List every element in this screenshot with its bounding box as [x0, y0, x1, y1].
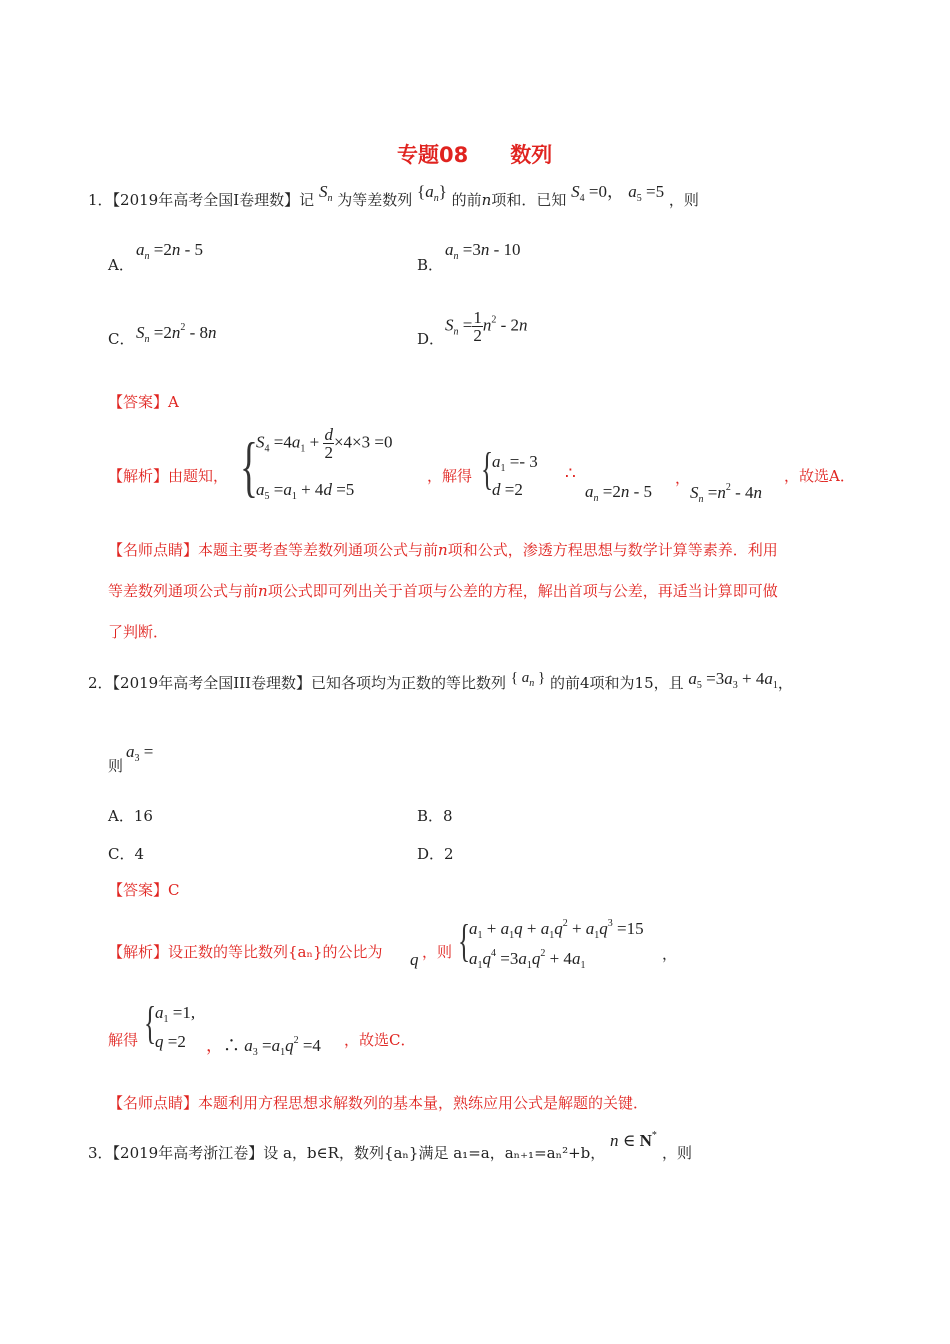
option-value: 16	[133, 807, 153, 825]
option-label: C．	[108, 330, 135, 348]
brace-left: {	[481, 443, 494, 494]
therefore-symbol: ∴	[565, 464, 576, 484]
option-a[interactable]	[108, 806, 153, 826]
solve-end: ，故选C．	[344, 1031, 416, 1049]
result-an: $a_n =2n - 5$	[585, 482, 653, 504]
note-text: 本题利用方程思想求解数列的基本量，熟练应用公式是解题的关键．	[198, 1094, 649, 1112]
math-an-seq: { $a_n$ }	[510, 670, 546, 689]
comma: ，	[662, 945, 678, 963]
note-line	[108, 1093, 648, 1113]
option-label: B．	[417, 807, 444, 825]
option-value: 4	[134, 845, 145, 863]
stem-text: ，	[777, 674, 793, 692]
math-n-in-N: n ∈ N*	[610, 1130, 657, 1150]
note-var: n	[438, 541, 448, 559]
solve-label: 解得	[108, 1031, 139, 1049]
stem-text: 记	[299, 191, 315, 209]
note-var: n	[258, 582, 268, 600]
option-a-math: $a_n =2n - 5$	[136, 240, 204, 262]
math-condition: $S_4 =0$， $a_5 =5$	[571, 182, 665, 204]
document-title: 专题08 数列	[397, 143, 553, 167]
option-d-math: $S_n$ = $\frac{1}{2}$ $n^2 - 2n$	[445, 308, 528, 345]
system-eq-1: $S_4 =4a_1$ + $\frac{d}{2}$ ×4×3 =0	[256, 425, 393, 462]
stem-text: 的前	[451, 191, 482, 209]
analysis-text: ，则	[422, 943, 453, 961]
math-q: q	[410, 950, 419, 969]
analysis-mid: ，解得	[427, 467, 473, 485]
option-label: A．	[108, 807, 134, 825]
option-d[interactable]	[417, 329, 444, 349]
solution-eq-2: d =2	[492, 480, 523, 499]
option-label: C．	[108, 845, 135, 863]
note-label: 【名师点睛】	[108, 1094, 199, 1112]
brace-left: {	[458, 915, 471, 966]
question-number: 1．	[88, 191, 113, 209]
note-line-3: 了判断．	[108, 623, 169, 641]
stem-text: ，则	[668, 191, 699, 209]
question-1-stem	[88, 182, 699, 217]
solution-eq-1: $a_1 =1$,	[155, 1003, 196, 1025]
system-eq-1: $a_1 + a_1q + a_1q^2 + a_1q^3 =15$	[469, 918, 644, 941]
stem-text: 的前4项和为15，且	[549, 674, 684, 692]
result-a3: ，∴ $a_3 =a_1q^2 =4$	[206, 1035, 321, 1058]
option-c[interactable]	[108, 329, 134, 349]
question-2-stem	[88, 669, 793, 700]
stem-text: 为等差数列	[337, 191, 413, 209]
option-c-math: $S_n =2n^2 - 8n$	[136, 322, 217, 345]
note-line-1	[108, 540, 778, 560]
stem-text: 项和．已知	[491, 191, 567, 209]
question-source: 【2019年高考浙江卷】	[112, 1144, 264, 1162]
stem-end: ，则	[662, 1144, 693, 1162]
question-number: 2．	[88, 674, 113, 692]
comma: ，	[675, 469, 691, 487]
system-eq-2: $a_1q^4 =3a_1q^2 + 4a_1$	[469, 948, 586, 971]
option-value: 2	[444, 845, 454, 863]
analysis-end: ，故选A．	[784, 467, 855, 485]
option-c[interactable]	[108, 844, 144, 864]
solution-eq-1: $a_1 =- 3$	[492, 452, 538, 474]
option-label: D．	[417, 330, 445, 348]
option-b[interactable]	[417, 806, 453, 826]
note-text: 项和公式，渗透方程思想与数学计算等素养．利用	[447, 541, 778, 559]
note-text: 等差数列通项公式与前	[108, 582, 259, 600]
stem-var: n	[481, 191, 492, 209]
stem-text: 设 a，b∈R，数列{aₙ}满足 a₁=a，aₙ₊₁=aₙ²+b，	[263, 1144, 606, 1162]
math-sn: $S_n$	[318, 182, 333, 204]
math-condition: $a_5 =3a_3 + 4a_1$	[688, 669, 778, 691]
math-an-seq: $\{a_n\}$	[417, 182, 447, 204]
option-b[interactable]	[417, 255, 443, 275]
note-line-2	[108, 581, 778, 601]
system-eq-2: $a_5 =a_1 + 4d =5$	[256, 480, 355, 502]
option-b-math: $a_n =3n - 10$	[445, 240, 521, 262]
question-source: 【2019年高考全国III卷理数】	[112, 674, 311, 692]
answer: 【答案】A	[108, 393, 179, 411]
note-text: 项公式即可列出关于首项与公差的方程，解出首项与公差，再适当计算即可做	[267, 582, 778, 600]
analysis-line	[108, 942, 383, 962]
note-label: 【名师点睛】	[108, 541, 199, 559]
question-number: 3．	[88, 1144, 113, 1162]
note-text: 本题主要考查等差数列通项公式与前	[198, 541, 439, 559]
option-label: B．	[417, 256, 444, 274]
option-label: A．	[108, 256, 134, 274]
brace-left: {	[144, 997, 157, 1048]
math-a3: $a_3$ =	[126, 742, 154, 764]
option-d[interactable]	[417, 844, 454, 864]
option-label: D．	[417, 845, 445, 863]
question-source: 【2019年高考全国I卷理数】	[112, 191, 300, 209]
solution-eq-2: q =2	[155, 1032, 186, 1051]
option-value: 8	[443, 807, 453, 825]
analysis-label: 【解析】	[108, 943, 169, 961]
stem-text: 已知各项均为正数的等比数列	[311, 674, 507, 692]
result-sn: $S_n =n^2 - 4n$	[690, 482, 763, 505]
answer: 【答案】C	[108, 881, 180, 899]
brace-left: {	[240, 428, 258, 504]
question-3-stem	[88, 1143, 605, 1163]
option-a[interactable]	[108, 255, 134, 275]
question-2-then: 则	[108, 757, 124, 775]
analysis-label: 【解析】由题知，	[108, 467, 229, 485]
analysis-text: 设正数的等比数列{aₙ}的公比为	[168, 943, 383, 961]
